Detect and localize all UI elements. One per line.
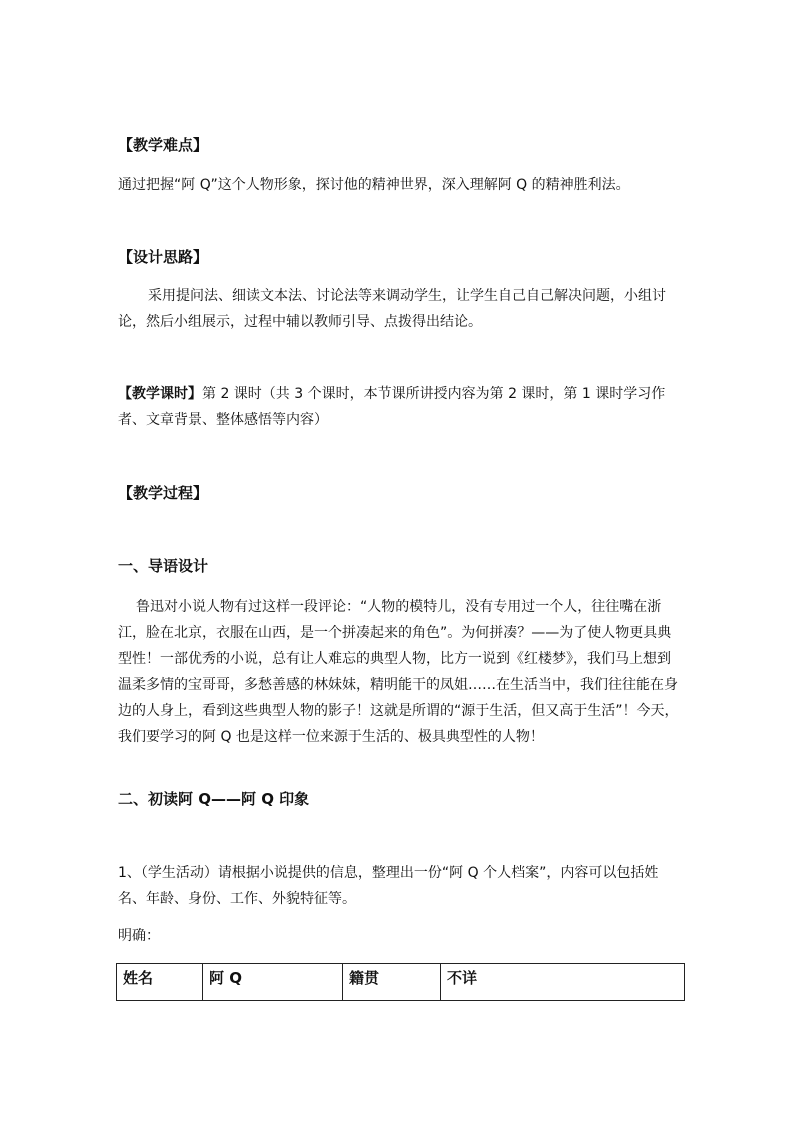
design-heading: 【设计思路】 <box>118 248 209 266</box>
table-cell-origin-value: 不详 <box>441 964 685 1001</box>
table-row <box>117 964 685 1001</box>
process-heading: 【教学过程】 <box>118 484 209 502</box>
intro-heading: 一、导语设计 <box>118 557 209 575</box>
design-text: 采用提问法、细读文本法、讨论法等来调动学生，让学生自己自己解决问题，小组讨论，然后小组展示，过程中辅以教师引导、点拨得出结论。 <box>118 288 666 330</box>
table-cell-name-label: 姓名 <box>117 964 203 1001</box>
hours-paragraph <box>118 381 683 433</box>
hours-text: 第 2 课时（共 3 个课时，本节课所讲授内容为第 2 课时，第 1 课时学习作者、文章背景、整体感悟等内容） <box>118 386 666 428</box>
clarify-label: 明确： <box>118 928 160 944</box>
table-cell-origin-label: 籍贯 <box>343 964 441 1001</box>
table-cell-name-value: 阿 Q <box>203 964 343 1001</box>
hours-heading: 【教学课时】 <box>118 386 202 402</box>
first-read-heading: 二、初读阿 Q——阿 Q 印象 <box>118 790 310 808</box>
difficulty-heading: 【教学难点】 <box>118 136 209 154</box>
difficulty-text: 通过把握“阿 Q”这个人物形象，探讨他的精神世界，深入理解阿 Q 的精神胜利法。 <box>118 177 630 193</box>
profile-table <box>116 963 685 1001</box>
activity-text: 1、（学生活动）请根据小说提供的信息，整理出一份“阿 Q 个人档案”，内容可以包括姓名、年龄、身份、工作、外貌特征等。 <box>118 865 659 907</box>
intro-text: 鲁迅对小说人物有过这样一段评论：“人物的模特儿，没有专用过一个人，往往嘴在浙江，脸在北京，衣服在山西，是一个拼凑起来的角色”。为何拼凑？——为了使人物更具典型性！一部优秀的小说，总有让人难忘的典型人物，比方一说到《红楼梦》，我们马上想到温柔多情的宝哥哥，多愁善感的林妹妹，精明能干的凤姐……在生活当中，我们往往能在身边的人身上，看到这些典型人物的影子！这就是所谓的“源于生活，但又高于生活”！今天，我们要学习的阿 Q 也是这样一位来源于生活的、极具典型性的人物！ <box>118 599 679 745</box>
